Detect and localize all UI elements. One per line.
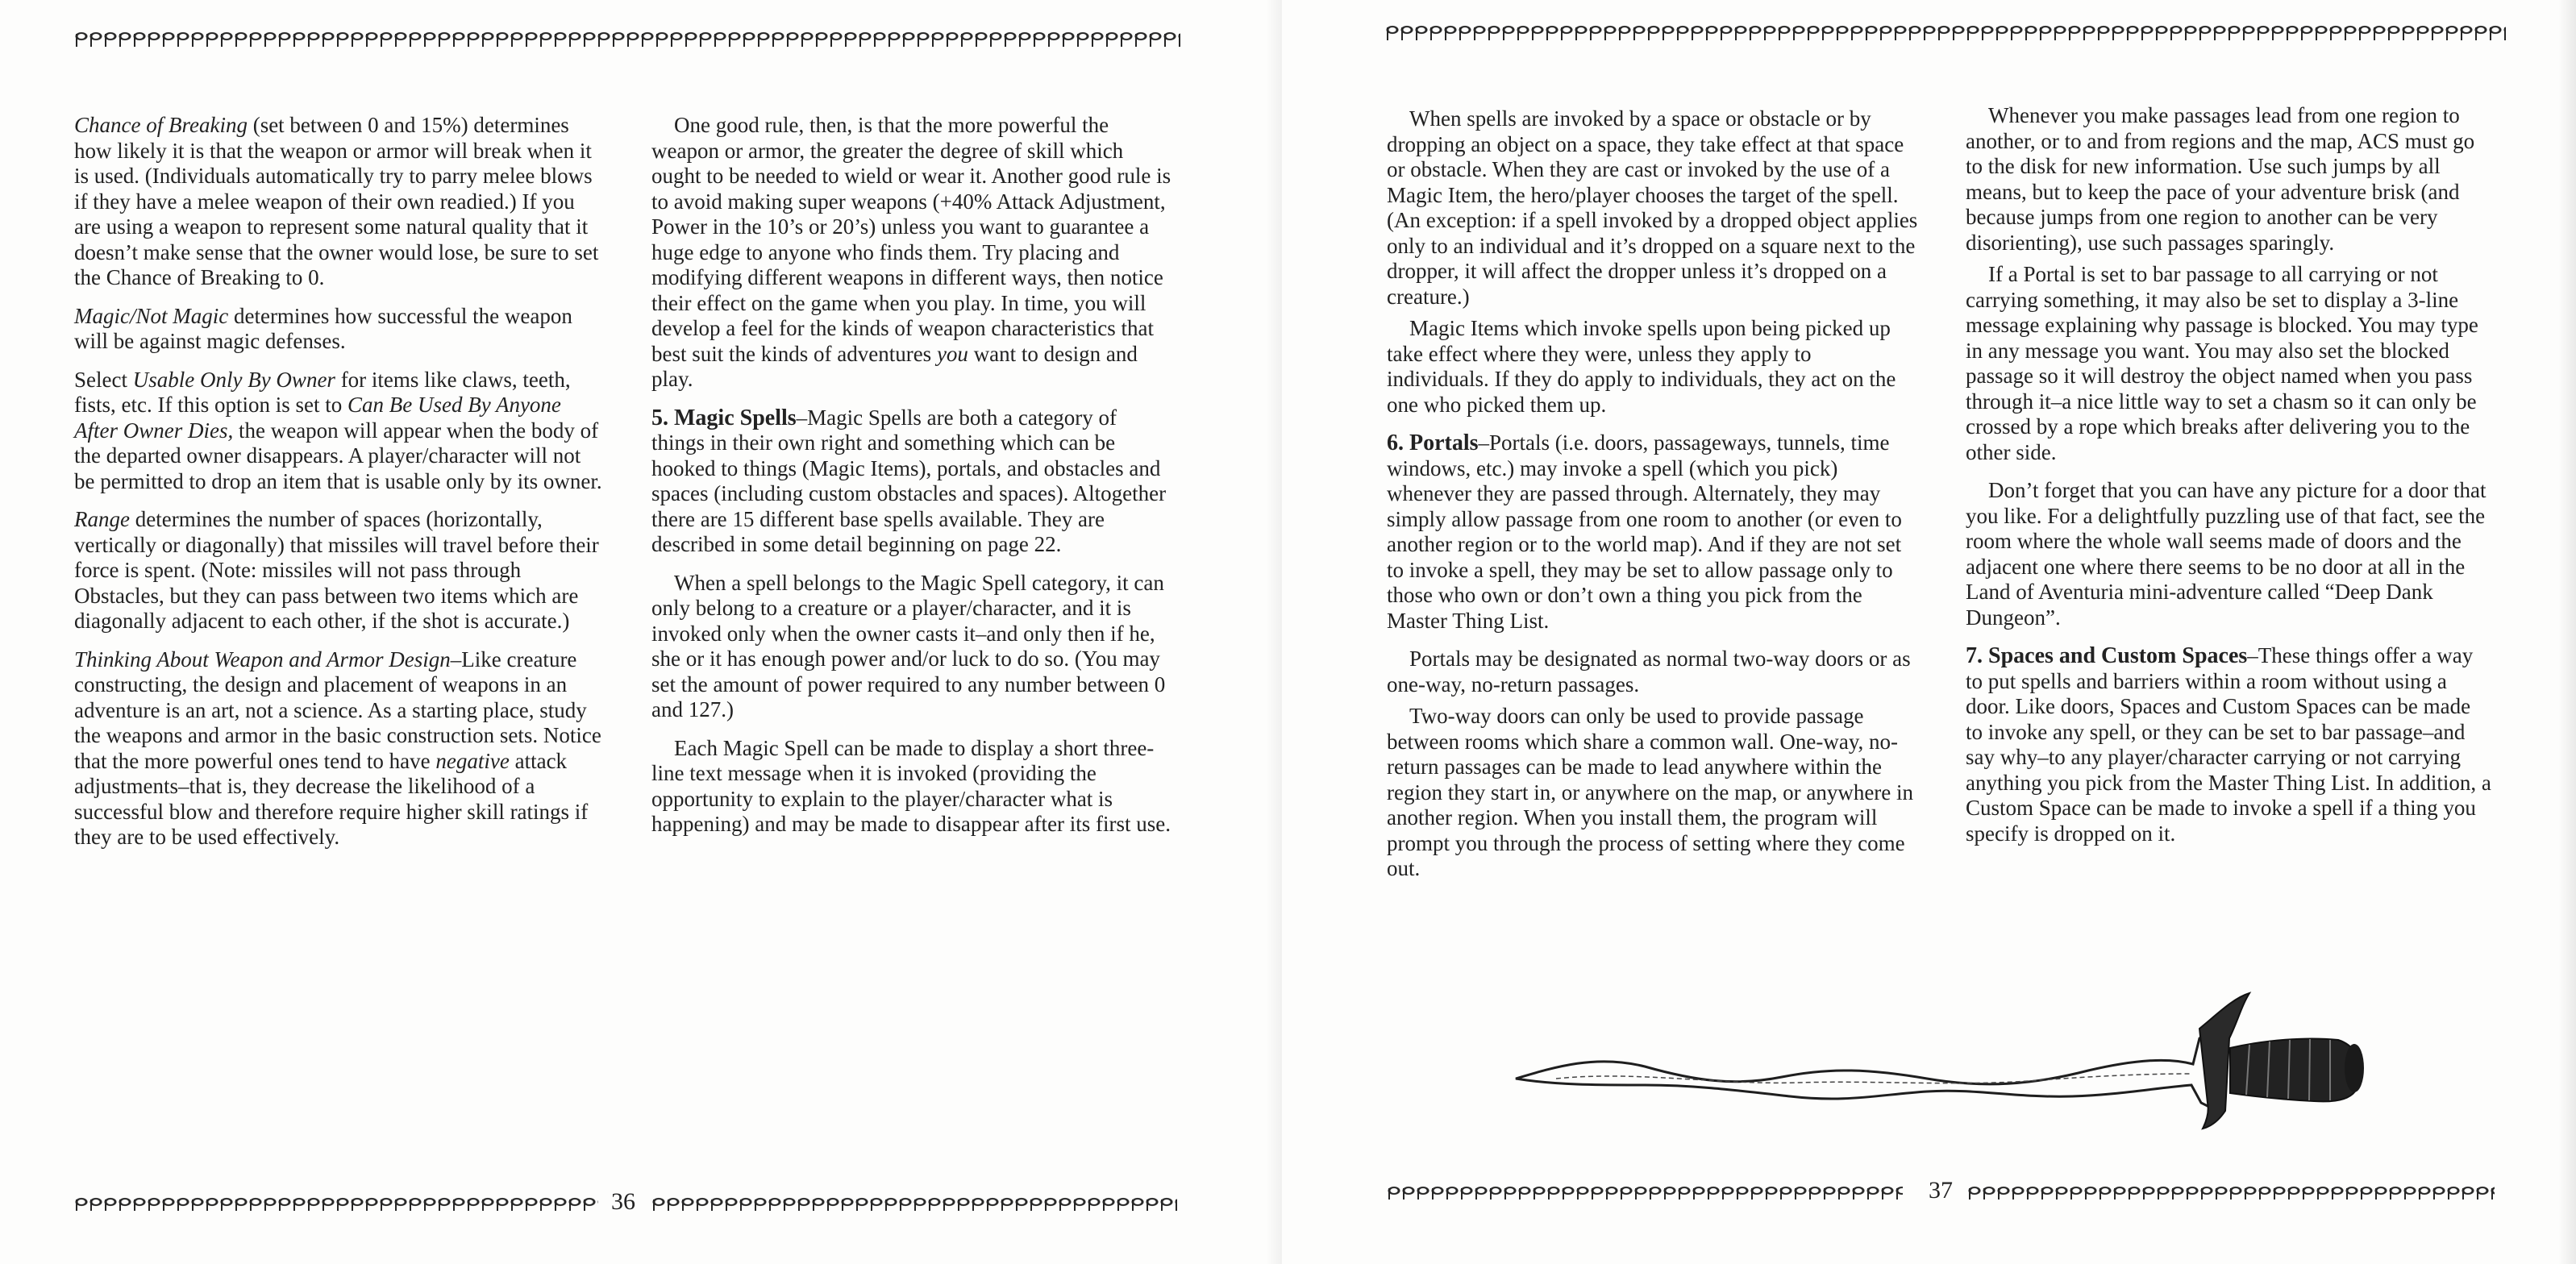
dagger-pommel [2345,1044,2364,1092]
text: When spells are invoked by a space or obstacle or by dropping an object on a space, they take effect at that space or obstacle. When they are cast or invoked by the use of a Magic Item, the hero/player chooses the target of the spell. (An exception: if a spell invoked by a dropped object applies only to an individual and it’s dropped on a square next to the dropper, it will affect the dropper unless it’s dropped on a creature.) [1387,106,1918,309]
page-number-37: 37 [1929,1177,1953,1204]
top-chain-border-left [74,26,1180,47]
bottom-chain-border-left-b [651,1191,1177,1211]
text: for items like claws, teeth, fists, etc. If this option is set to [74,367,571,417]
blade-fuller [1556,1074,2191,1083]
paragraph-weapon-design [74,647,606,850]
paragraph-spell-targets [1387,106,1919,310]
paragraph-portal-bar [1966,262,2491,465]
left-column-1 [74,113,606,863]
left-column-2 [651,113,1174,850]
right-column-2 [1966,103,2491,859]
text: determines how successful the weapon will be against magic defenses. [74,303,572,353]
text: Each Magic Spell can be made to display a short three-line text message when it is invoked (providing the opportunity to explain to the player/character what is happening) and may be made to disappear after its first use. [651,735,1171,836]
paragraph-portal-types [1387,647,1919,697]
text: –Magic Spells are both a category of things in their own right and something which can be hooked to things (Magic Items), portals, and obstacles and spaces (including custom obstacles and spaces). Altogether there are 15 different base spells available. They are described in some detail beginning on page 22. [651,405,1167,556]
left-page [0,0,1282,1264]
paragraph-chance-of-breaking [74,113,606,291]
text: want to design and play. [651,341,1138,391]
paragraph-magic-items [1387,316,1919,418]
term: Usable Only By Owner [132,367,335,392]
wavy-dagger-illustration [1508,990,2370,1135]
text: –Like creature constructing, the design and placement of weapons in an adventure is an art, not a science. As a starting place, study the weapons and armor in the basic construction sets. Notice that the more powerful ones tend to have [74,647,601,773]
section-heading: 6. Portals [1387,430,1479,455]
section-spaces [1966,643,2491,846]
text: –Portals (i.e. doors, passageways, tunnels, time windows, etc.) may invoke a spell (which you pick) whenever they are passed through. Alternately, they may simply allow passage from one room to another (or even to another region or to the world map). And if they are not set to invoke a spell, they may be set to allow passage only to those who own or don’t own a thing you pick from the Master Thing List. [1387,430,1902,633]
paragraph-two-way-doors [1387,704,1919,882]
paragraph-range [74,507,606,634]
paragraph-magic-not-magic [74,304,606,355]
text: Select [74,367,133,392]
bottom-chain-border-right-b [1967,1180,2495,1200]
paragraph-spell-message [651,736,1174,838]
text: Magic Items which invoke spells upon being picked up take effect where they were, unless they apply to individuals. If they do apply to individuals, they act on the one who picked them up. [1387,316,1896,417]
bottom-chain-border-right-a [1387,1180,1903,1200]
term: Can Be Used By Anyone After Owner Dies, [74,393,561,443]
paragraph-door-picture [1966,478,2491,630]
text: When a spell belongs to the Magic Spell category, it can only belong to a creature or a player/character, and it is invoked only when the owner casts it–and only then if he, she or it has enough power and/or luck to do so. (You may set the amount of power required to any number between 0 and 127.) [651,570,1166,721]
page-edge-shadow [2558,0,2576,1264]
paragraph-spell-category [651,571,1174,723]
text: Whenever you make passages lead from one region to another, or to and from regions and the map, ACS must go to the disk for new information. Use such jumps by all means, but to keep the pace of your adventure brisk (and because jumps from one region to another can be very disorienting), use such passages sparingly. [1966,103,2475,255]
section-magic-spells [651,405,1174,558]
section-portals [1387,430,1919,634]
paragraph-region-passages [1966,103,2491,256]
section-heading: 7. Spaces and Custom Spaces [1966,643,2248,668]
text: Don’t forget that you can have any picture for a door that you like. For a delightfully puzzling use of that fact, see the room where the whole wall seems made of doors and the adjacent one where there seems to be no door at all in the Land of Aventuria mini-adventure called “Deep Dank Dungeon”. [1966,478,2487,630]
top-chain-border-right [1385,19,2506,40]
text: attack adjustments–that is, they decrease the likelihood of a successful blow and therefore require higher skill ratings if they are to be used effectively. [74,748,589,849]
right-column-1 [1387,106,1919,895]
term: negative [435,748,510,773]
dagger-blade [1516,1030,2217,1111]
page-number-36: 36 [611,1188,635,1215]
text: Portals may be designated as normal two-way doors or as one-way, no-return passages. [1387,647,1911,696]
term: Chance of Breaking [74,113,248,137]
text: –These things offer a way to put spells and barriers within a room without using a door. Like doors, Spaces and Custom Spaces can be made to invoke any spell, or they can be set to bar passage–and say why–to any player/character carrying or not carrying anything you pick from the Master Thing List. In addition, a Custom Space can be made to invoke a spell if a thing you specify is dropped on it. [1966,643,2491,846]
text: Two-way doors can only be used to provide passage between rooms which share a common wall. One-way, no-return passages can be made to lead anywhere within the region they start in, or anywhere on the map, or anywhere in another region. When you install them, the program will prompt you through the process of setting where they come out. [1387,704,1914,880]
term: Range [74,507,130,531]
bottom-chain-border-left-a [74,1191,598,1211]
text: If a Portal is set to bar passage to all carrying or not carrying something, it may also be set to display a 3-line message explaining why passage is blocked. You may type in any message you want. You may also set the blocked passage so it will destroy the object named when you pass through it–a nice little way to set a chasm so it can only be crossed by a rope which breaks after delivering you to the other side. [1966,262,2478,464]
section-heading: 5. Magic Spells [651,405,797,430]
text: the weapon will appear when the body of the departed owner disappears. A player/character will not be permitted to drop an item that is usable only by its owner. [74,418,602,493]
term: Magic/Not Magic [74,303,229,328]
text: One good rule, then, is that the more powerful the weapon or armor, the greater the degree of skill which ought to be needed to wield or wear it. Another good rule is to avoid making super weapons (+40% Attack Adjustment, Power in the 10’s or 20’s) unless you want to guarantee a huge edge to anyone who finds them. Try placing and modifying different weapons in different ways, then notice their effect on the game when you play. In time, you will develop a feel for the kinds of weapon characteristics that best suit the kinds of adventures [651,113,1171,366]
term: you [936,341,968,366]
term: Thinking About Weapon and Armor Design [74,647,451,672]
paragraph-usable-only-by-owner [74,368,606,495]
text: determines the number of spaces (horizontally, vertically or diagonally) that missiles will travel before their force is spent. (Note: missiles will not pass through Obstacles, but they can pass between two items which are diagonally adjacent to each other, if the shot is accurate.) [74,507,599,633]
paragraph-good-rule [651,113,1174,393]
text: (set between 0 and 15%) determines how likely it is that the weapon or armor will break when it is used. (Individuals automatically try to parry melee blows if they have a melee weapon of their own readied.) If you are using a weapon to represent some natural quality that it doesn’t make sense that the owner would lose, be sure to set the Chance of Breaking to 0. [74,113,599,289]
